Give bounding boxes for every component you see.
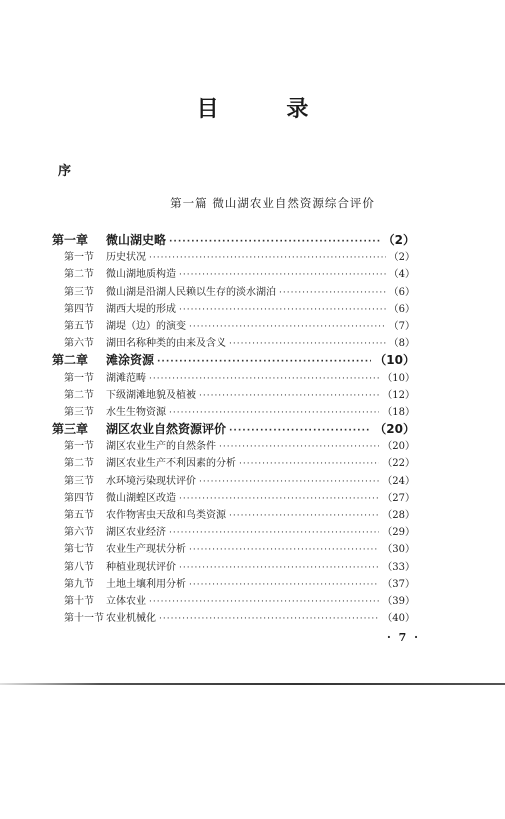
toc-entry-number: 第三节 (64, 406, 94, 418)
toc-entry-title: 微山湖蝗区改造 (106, 492, 176, 504)
toc-entry-number: 第九节 (64, 578, 94, 590)
toc-section-row (52, 318, 415, 335)
toc-entry-title: 农业生产现状分析 (106, 544, 186, 556)
toc-leader-dots (149, 594, 379, 611)
toc-leader-dots (169, 405, 379, 422)
toc-entry-number: 第五节 (64, 510, 94, 521)
toc-entry-page: （24） (382, 475, 415, 487)
toc-entry-number: 第二章 (52, 353, 89, 368)
toc-leader-dots (229, 336, 386, 353)
toc-leader-dots (229, 423, 371, 440)
toc-entry-title: 水环境污染现状评价 (106, 475, 196, 487)
toc-entry-title: 湖区农业经济 (106, 527, 166, 539)
toc-entry-number: 第一章 (52, 233, 89, 247)
toc-entry-title: 湖田名称种类的由来及含义 (106, 338, 226, 350)
preface-heading: 序 (58, 164, 72, 179)
toc-entry-number: 第二节 (64, 389, 94, 401)
toc-entry-page: （30） (382, 544, 415, 556)
toc-leader-dots (159, 611, 379, 628)
toc-entry-number: 第七节 (64, 544, 94, 556)
toc-entry-number: 第十节 (64, 595, 94, 607)
toc-entry-title: 历史状况 (106, 252, 146, 264)
toc-entry-number: 第六节 (64, 338, 94, 350)
toc-entry-title: 湖区农业生产的自然条件 (106, 441, 216, 453)
toc-leader-dots (279, 285, 386, 302)
toc-section-row (52, 507, 415, 524)
toc-entry-title: 水生生物资源 (106, 406, 166, 418)
toc-entry-title: 土地土壤利用分析 (106, 578, 186, 590)
toc-entry-number: 第六节 (64, 527, 94, 539)
toc-leader-dots (199, 388, 379, 405)
toc-leader-dots (189, 319, 386, 336)
toc-entry-number: 第八节 (64, 561, 94, 573)
toc-entry-number: 第二节 (64, 458, 94, 470)
toc-section-row (52, 387, 415, 404)
toc-leader-dots (157, 354, 371, 371)
toc-entry-number: 第五节 (64, 320, 94, 332)
toc-entry-number: 第三节 (64, 475, 94, 487)
toc-entry-number: 第三节 (64, 286, 94, 298)
toc-entry-page: （6） (388, 286, 415, 298)
toc-entry-page: （22） (382, 458, 415, 470)
toc-entry-title: 种植业现状评价 (106, 561, 176, 573)
toc-entry-page: （37） (382, 578, 415, 590)
toc-entry-page: （40） (382, 613, 415, 625)
toc-entry-page: （18） (382, 406, 415, 418)
toc-entry-title: 微山湖史略 (106, 233, 167, 247)
toc-entry-title: 湖滩范畴 (106, 372, 146, 384)
toc-entry-page: （2） (382, 233, 415, 247)
toc-leader-dots (219, 439, 379, 456)
toc-entry-number: 第四节 (64, 303, 94, 315)
toc-section-row (52, 524, 415, 541)
toc-section-row (52, 249, 415, 266)
toc-leader-dots (239, 456, 379, 473)
toc-section-row (52, 404, 415, 421)
toc-entry-page: （10） (374, 353, 415, 368)
toc-entry-page: （10） (382, 372, 415, 384)
toc-entry-page: （7） (388, 320, 415, 332)
toc-entry-number: 第四节 (64, 492, 94, 504)
toc-chapter-row (52, 352, 415, 369)
toc-section-row (52, 266, 415, 283)
toc-entry-number: 第三章 (52, 422, 89, 437)
toc-chapter-row (52, 421, 415, 438)
toc-section-row (52, 490, 415, 507)
toc-entry-title: 农业机械化 (106, 613, 156, 625)
toc-entry-page: （20） (374, 422, 415, 437)
toc-leader-dots (149, 371, 379, 388)
toc-section-row (52, 576, 415, 593)
toc-entry-number: 第十一节 (64, 613, 104, 625)
toc-entry-title: 微山湖是沿湖人民赖以生存的淡水湖泊 (106, 286, 276, 298)
toc-leader-dots (189, 542, 379, 559)
toc-section-row (52, 438, 415, 455)
toc-entry-title: 立体农业 (106, 595, 146, 607)
table-of-contents (52, 232, 415, 627)
toc-entry-page: （20） (382, 441, 415, 453)
toc-entry-page: （12） (382, 389, 415, 401)
toc-leader-dots (179, 267, 386, 284)
toc-section-row (52, 370, 415, 387)
toc-entry-page: （8） (388, 338, 415, 350)
toc-leader-dots (189, 577, 379, 594)
toc-section-row (52, 284, 415, 301)
page-title: 目 录 (196, 97, 339, 122)
toc-entry-title: 湖区农业自然资源评价 (106, 422, 227, 437)
toc-entry-number: 第一节 (64, 252, 94, 264)
toc-leader-dots (169, 525, 379, 542)
toc-leader-dots (179, 302, 386, 319)
toc-entry-page: （6） (388, 303, 415, 315)
toc-entry-page: （29） (382, 527, 415, 539)
toc-entry-page: （28） (382, 510, 415, 521)
toc-entry-title: 湖堤（边）的演变 (106, 320, 186, 332)
toc-entry-title: 滩涂资源 (106, 353, 155, 368)
toc-chapter-row (52, 232, 415, 249)
toc-entry-number: 第二节 (64, 269, 94, 281)
toc-leader-dots (199, 474, 379, 491)
toc-entry-title: 农作物害虫天敌和鸟类资源 (106, 510, 226, 521)
toc-section-row (52, 541, 415, 558)
page-number: · 7 · (387, 631, 420, 644)
toc-entry-title: 湖西大堤的形成 (106, 303, 176, 315)
toc-entry-page: （39） (382, 595, 415, 607)
toc-section-row (52, 473, 415, 490)
toc-leader-dots (169, 234, 380, 251)
toc-leader-dots (179, 491, 379, 508)
toc-entry-number: 第一节 (64, 372, 94, 384)
toc-entry-number: 第一节 (64, 441, 94, 453)
toc-section-row (52, 593, 415, 610)
toc-entry-title: 下级湖滩地貌及植被 (106, 389, 196, 401)
toc-leader-dots (229, 508, 379, 525)
toc-entry-title: 湖区农业生产不利因素的分析 (106, 458, 236, 470)
toc-entry-page: （27） (382, 492, 415, 504)
toc-section-row (52, 610, 415, 627)
toc-entry-page: （4） (388, 269, 415, 281)
toc-section-row (52, 559, 415, 576)
toc-section-row (52, 301, 415, 318)
toc-leader-dots (179, 560, 379, 577)
toc-leader-dots (149, 250, 386, 267)
toc-section-row (52, 455, 415, 472)
bottom-rule (0, 683, 505, 685)
toc-entry-page: （33） (382, 561, 415, 573)
toc-section-row (52, 335, 415, 352)
part-title: 第一篇 微山湖农业自然资源综合评价 (170, 196, 375, 210)
toc-entry-page: （2） (388, 252, 415, 264)
toc-entry-title: 微山湖地质构造 (106, 269, 176, 281)
